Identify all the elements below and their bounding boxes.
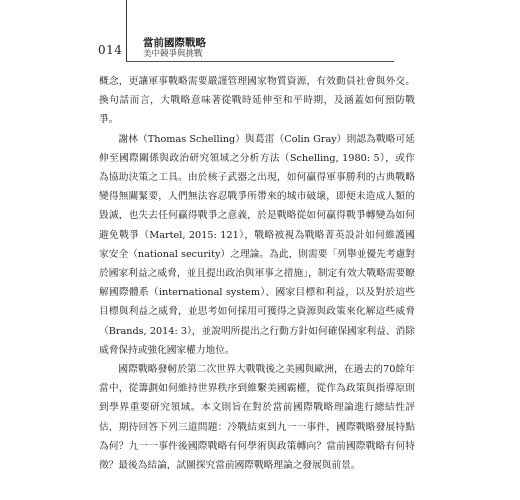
book-subtitle: 美中競爭與挑戰 [143,49,203,59]
paragraph-2: 謝林（Thomas Schelling）與葛雷（Colin Gray）則認為戰略可延伸至國際關係與政治研究領域之分析方法（Schelling, 1980: 5），或作為協助決策之工具。由於核子武器之出現，如何贏得軍事勝利的古典戰略變得無關緊要，人們無法容忍戰爭所帶來的城市破壞，即便未造成人類的毀滅，也失去任何贏得戰爭之意義，於是戰略從如何贏得戰爭轉變為如何避免戰爭（Martel, 2015: 121），戰略被視為戰略菁英設計如何維護國家安全（national security）之理論。為此，則需要「列舉並優先考慮對於國家利益之威脅，並且提出政治與軍事之措施」，制定有效大戰略需要瞭解國際體系（international system）、國家目標和利益，以及對於這些目標與利益之威脅，並思考如何採用可獲得之資源與政策來化解這些威脅（Brands, 2014: 3），並說明所提出之行動方針如何確保國家利益、消除威脅保持或強化國家權力地位。 [99,133,415,356]
paragraph-1: 概念，更讓軍事戰略需要嚴謹管理國家物質資源，有效動員社會與外交。換句話而言，大戰略意味著從戰時延伸至和平時期，及涵蓋如何預防戰爭。 [99,76,415,126]
header-horizontal-rule [126,61,394,62]
page-number: 014 [98,43,123,57]
body-text [99,72,415,475]
book-title: 當前國際戰略 [143,37,206,49]
paragraph-3: 國際戰略發軔於第二次世界大戰戰後之美國與歐洲，在過去的70餘年當中，從籌劃如何維持世界秩序到維繫美國霸權，從作為政策與指導原則到學界重要研究領域。本文則旨在對於當前國際戰略理論進行總結性評估，期待回答下列三道問題：冷戰結束到九一一事件，國際戰略發展特點為何？九一一事件後國際戰略有何學術與政策轉向？當前國際戰略有何特徵？最後為結論，試圖探究當前國際戰略理論之發展與前景。 [99,364,415,472]
header-vertical-rule [126,0,127,62]
